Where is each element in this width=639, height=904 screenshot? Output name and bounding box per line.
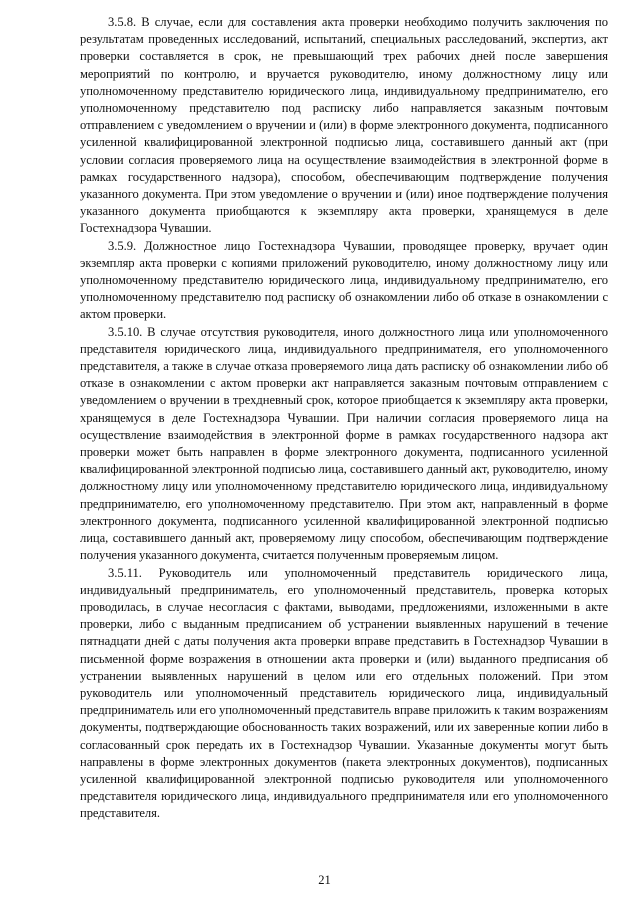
document-body bbox=[80, 14, 608, 823]
paragraph-3-5-8: 3.5.8. В случае, если для составления акта проверки необходимо получить заключения по результатам проведенных исследований, испытаний, специальных расследований, экспертиз, акт проверки составляется в срок, не превышающий трех рабочих дней после завершения мероприятий по контролю, и вручается руководителю, иному должностному лицу или уполномоченному представителю юридического лица, индивидуальному предпринимателю, его уполномоченному представителю под расписку либо направляется заказным почтовым отправлением с уведомлением о вручении и (или) в форме электронного документа, подписанного усиленной квалифицированной электронной подписью лица, составившего данный акт (при условии согласия проверяемого лица на осуществление взаимодействия в электронной форме в рамках государственного надзора), способом, обеспечивающим подтверждение получения указанного документа. При этом уведомление о вручении и (или) иное подтверждение получения указанного документа приобщаются к экземпляру акта проверки, хранящемуся в деле Гостехнадзора Чувашии. bbox=[80, 15, 608, 236]
paragraph-3-5-11: 3.5.11. Руководитель или уполномоченный представитель юридического лица, индивидуальный предприниматель, его уполномоченный представитель, проверка которых проводилась, в случае несогласия с фактами, выводами, предложениями, изложенными в акте проверки, либо с выданным предписанием об устранении выявленных нарушений в течение пятнадцати дней с даты получения акта проверки вправе представить в Гостехнадзор Чувашии в письменной форме возражения в отношении акта проверки и (или) выданного предписания об устранении выявленных нарушений в целом или его отдельных положений. При этом руководитель или уполномоченный представитель юридического лица, индивидуальный предприниматель или его уполномоченный представитель вправе приложить к таким возражениям документы, подтверждающие обоснованность таких возражений, или их заверенные копии либо в согласованный срок передать их в Гостехнадзор Чувашии. Указанные документы могут быть направлены в форме электронных документов (пакета электронных документов), подписанных усиленной квалифицированной электронной подписью руководителя или уполномоченного представителя юридического лица, индивидуального предпринимателя или его уполномоченного представителя. bbox=[80, 565, 608, 821]
paragraph-3-5-10: 3.5.10. В случае отсутствия руководителя, иного должностного лица или уполномоченного представителя юридического лица, индивидуального предпринимателя, его уполномоченного представителя, а также в случае отказа проверяемого лица дать расписку об ознакомлении либо об отказе в ознакомлении с актом проверки акт направляется заказным почтовым отправлением с уведомлением о вручении в трехдневный срок, которое приобщается к экземпляру акта проверки, хранящемуся в деле Гостехнадзора Чувашии. При наличии согласия проверяемого лица на осуществление взаимодействия в электронной форме в рамках государственного надзора акт проверки может быть направлен в форме электронного документа, подписанного усиленной квалифицированной электронной подписью лица, составившего данный акт, руководителю, иному должностному лицу или уполномоченному представителю юридического лица, индивидуальному предпринимателю, его уполномоченному представителю. При этом акт, направленный в форме электронного документа, подписанного усиленной квалифицированной электронной подписью лица, составившего данный акт, проверяемому лицу способом, обеспечивающим подтверждение получения указанного документа, считается полученным проверяемым лицом. bbox=[80, 324, 608, 563]
page-number: 21 bbox=[318, 873, 331, 887]
paragraph-3-5-9: 3.5.9. Должностное лицо Гостехнадзора Чувашии, проводящее проверку, вручает один экземпляр акта проверки с копиями приложений руководителю, иному должностному лицу или уполномоченному представителю юридического лица, индивидуальному предпринимателю, его уполномоченному представителю под расписку об ознакомлении либо об отказе в ознакомлении с актом проверки. bbox=[80, 238, 608, 322]
